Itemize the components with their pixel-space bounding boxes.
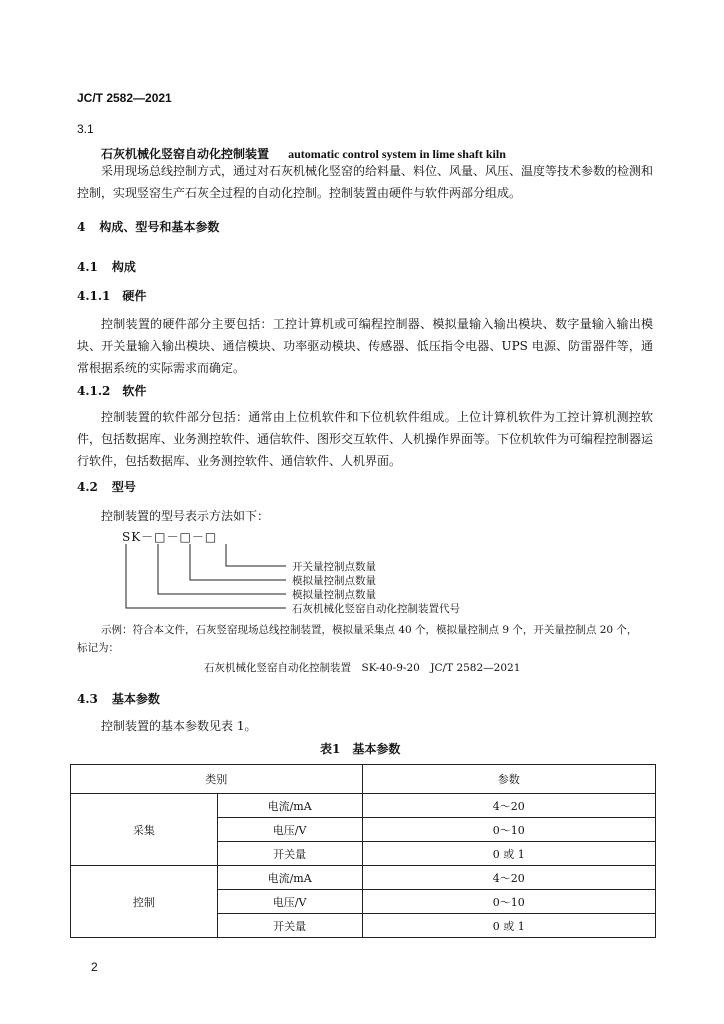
section-number: 4.1 (77, 260, 98, 274)
value-cell: 0～10 (362, 890, 655, 914)
item-cell: 电流/mA (217, 866, 362, 890)
section-title: 构成 (111, 260, 136, 274)
model-designation-diagram (118, 528, 538, 626)
table-header-row (71, 765, 656, 794)
section-title: 硬件 (122, 289, 147, 303)
section-number: 4.1.2 (77, 384, 111, 398)
legend-item: 开关量控制点数量 (292, 561, 376, 573)
value-cell: 4～20 (362, 794, 655, 818)
example-line-2: 标记为： (77, 642, 119, 654)
header-category: 类别 (71, 765, 363, 794)
section-number: 4 (77, 220, 86, 234)
standard-code: JC/T 2582—2021 (77, 91, 172, 105)
section-title: 基本参数 (111, 692, 160, 706)
value-cell: 0～10 (362, 818, 655, 842)
header-parameter: 参数 (362, 765, 655, 794)
software-paragraph: 控制装置的软件部分包括：通常由上位机软件和下位机软件组成。上位计算机软件为工控计算机测控软件，包括数据库、业务测控软件、通信软件、图形交互软件、人机操作界面等。下位机软件为可编程控制器运行软件，包括数据库、业务测控软件、通信软件、人机界面。 (77, 410, 654, 468)
page-number: 2 (91, 960, 98, 974)
section-number: 4.1.1 (77, 289, 111, 303)
section-4-1-2-heading (77, 382, 146, 399)
value-cell: 0 或 1 (362, 914, 655, 938)
legend-item: 模拟量控制点数量 (292, 589, 376, 601)
table-row (71, 794, 656, 818)
item-cell: 电流/mA (217, 794, 362, 818)
item-cell: 电压/V (217, 818, 362, 842)
term-chinese: 石灰机械化竖窑自动化控制装置 (101, 147, 270, 161)
clause-3-1-definition: 采用现场总线控制方式，通过对石灰机械化竖窑的给料量、料位、风量、风压、温度等技术参数的检测和控制，实现竖窑生产石灰全过程的自动化控制。控制装置由硬件与软件两部分组成。 (77, 164, 654, 200)
section-4-1-heading (77, 258, 136, 275)
model-format: SK－□－□－□ (122, 530, 218, 544)
hardware-paragraph: 控制装置的硬件部分主要包括：工控计算机或可编程控制器、模拟量输入输出模块、数字量输入输出模块、开关量输入输出模块、通信模块、功率驱动模块、传感器、低压指令电器、UPS 电源、防雷器件等，通常根据系统的实际需求而确定。 (77, 317, 653, 375)
example-line-1: 示例：符合本文件，石灰竖窑现场总线控制装置，模拟量采集点 40 个，模拟量控制点 9 个，开关量控制点 20 个， (101, 624, 638, 636)
section-title: 软件 (122, 384, 147, 398)
parameters-table (70, 764, 656, 938)
item-cell: 开关量 (217, 842, 362, 866)
parameters-intro: 控制装置的基本参数见表 1。 (101, 719, 257, 733)
example-marking: 石灰机械化竖窑自动化控制装置 SK-40-9-20 JC/T 2582—2021 (204, 662, 521, 674)
section-title: 型号 (111, 480, 136, 494)
clause-3-1-number: 3.1 (77, 122, 94, 136)
section-number: 4.2 (77, 480, 98, 494)
section-4-1-1-heading (77, 287, 146, 304)
section-title: 构成、型号和基本参数 (99, 220, 220, 234)
model-intro: 控制装置的型号表示方法如下： (101, 509, 270, 523)
value-cell: 0 或 1 (362, 842, 655, 866)
group-control: 控制 (71, 866, 218, 938)
item-cell: 电压/V (217, 890, 362, 914)
legend-item: 模拟量控制点数量 (292, 575, 376, 587)
section-4-heading (77, 218, 219, 235)
group-acquisition: 采集 (71, 794, 218, 866)
table-row (71, 866, 656, 890)
section-4-3-heading (77, 690, 160, 707)
table-caption: 表1 基本参数 (320, 742, 401, 756)
section-4-2-heading (77, 478, 136, 495)
section-number: 4.3 (77, 692, 98, 706)
legend-item: 石灰机械化竖窑自动化控制装置代号 (292, 603, 460, 615)
value-cell: 4～20 (362, 866, 655, 890)
term-english: automatic control system in lime shaft kiln (288, 147, 506, 161)
item-cell: 开关量 (217, 914, 362, 938)
